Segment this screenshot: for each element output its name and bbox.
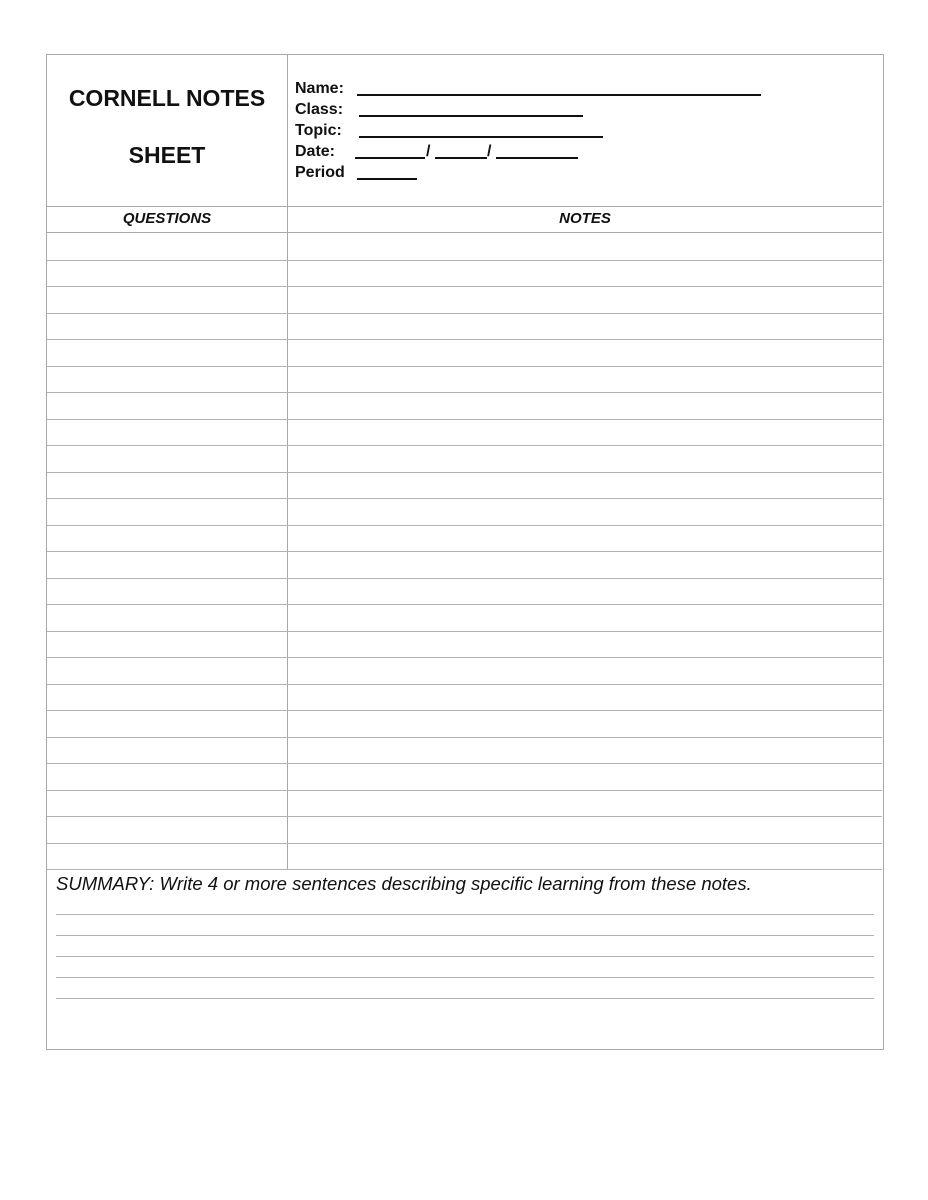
period-blank[interactable]: [357, 164, 417, 180]
ruled-line: [47, 392, 882, 393]
summary-line[interactable]: [56, 977, 874, 978]
ruled-line: [47, 260, 882, 261]
ruled-line: [47, 684, 882, 685]
date-separator: /: [426, 143, 431, 160]
name-label: Name:: [295, 80, 344, 97]
ruled-line: [47, 498, 882, 499]
class-label: Class:: [295, 101, 344, 118]
summary-line[interactable]: [56, 956, 874, 957]
ruled-line: [47, 790, 882, 791]
notes-column-header: NOTES: [559, 210, 611, 227]
ruled-line: [47, 604, 882, 605]
class-blank[interactable]: [359, 101, 583, 117]
topic-label: Topic:: [295, 122, 342, 139]
ruled-line: [47, 525, 882, 526]
ruled-line: [47, 366, 882, 367]
summary-line[interactable]: [56, 998, 874, 999]
ruled-line: [47, 419, 882, 420]
ruled-line: [47, 578, 882, 579]
ruled-line: [47, 657, 882, 658]
questions-column-header: QUESTIONS: [122, 210, 212, 227]
ruled-line: [47, 339, 882, 340]
date-year-blank[interactable]: [496, 143, 578, 159]
date-label: Date:: [295, 143, 336, 160]
topic-blank[interactable]: [359, 122, 603, 138]
title-cell: [47, 55, 288, 207]
date-month-blank[interactable]: [355, 143, 425, 159]
column-headers: [47, 207, 882, 233]
ruled-line: [47, 737, 882, 738]
sheet-header: [47, 55, 882, 207]
name-blank[interactable]: [357, 80, 761, 96]
ruled-line: [47, 472, 882, 473]
ruled-line: [47, 551, 882, 552]
ruled-line: [47, 286, 882, 287]
sheet-title: CORNELL NOTES: [68, 85, 266, 111]
ruled-line: [47, 313, 882, 314]
summary-line[interactable]: [56, 935, 874, 936]
cornell-notes-sheet: [46, 54, 884, 1050]
summary-line[interactable]: [56, 914, 874, 915]
ruled-line: [47, 816, 882, 817]
period-label: Period: [295, 164, 345, 181]
ruled-line: [47, 763, 882, 764]
ruled-line: [47, 843, 882, 844]
sheet-subtitle: SHEET: [128, 142, 206, 168]
summary-section: [47, 869, 882, 1049]
date-separator: /: [487, 143, 492, 160]
column-divider: [287, 207, 288, 869]
summary-prompt: SUMMARY: Write 4 or more sentences describing specific learning from these notes.: [56, 873, 752, 894]
ruled-line: [47, 445, 882, 446]
ruled-line: [47, 631, 882, 632]
ruled-line: [47, 710, 882, 711]
date-day-blank[interactable]: [435, 143, 487, 159]
